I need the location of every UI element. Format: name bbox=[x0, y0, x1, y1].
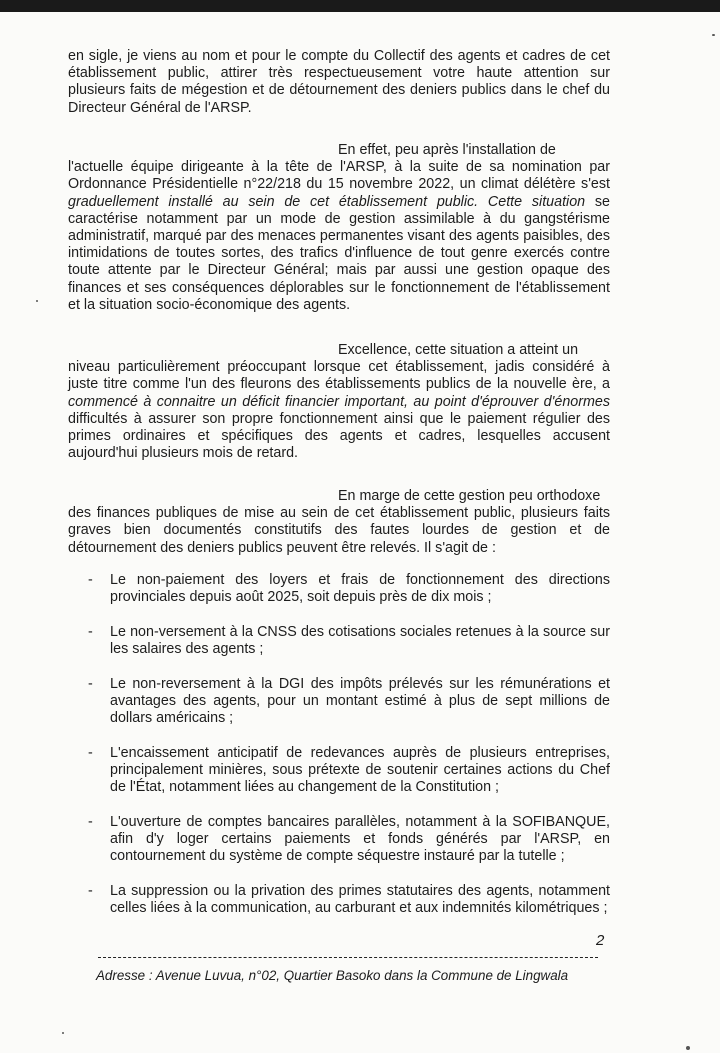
paragraph-en-marge-opening: En marge de cette gestion peu orthodoxe bbox=[338, 488, 601, 504]
paragraph-en-effet-body: l'actuelle équipe dirigeante à la tête de l'ARSP, à la suite de sa nomination par Ordonnance Présidentielle n°22/218 du 15 novembre 2022, un climat délétère s'est bbox=[68, 159, 610, 193]
list-item-text: La suppression ou la privation des primes statutaires des agents, notamment celles liées à la communication, au carburant et aux indemnités kilométriques ; bbox=[110, 883, 610, 917]
bullet-dash: - bbox=[88, 883, 93, 900]
paragraph-en-effet-italic: graduellement installé au sein de cet établissement public. Cette situation bbox=[68, 193, 586, 210]
page-number: 2 bbox=[596, 932, 605, 949]
bullet-dash: - bbox=[88, 814, 93, 831]
list-item bbox=[68, 883, 610, 917]
paragraph-en-effet-opening: En effet, peu après l'installation de bbox=[338, 142, 556, 158]
bullet-dash: - bbox=[88, 744, 93, 761]
paragraph-excellence-italic: commencé à connaitre un déficit financier important, au point d'éprouver d'énormes bbox=[68, 393, 610, 410]
list-item-text: L'encaissement anticipatif de redevances auprès de plusieurs entreprises, principalement minières, sous prétexte de soutenir certaines actions du Chef de l'État, notamment liées au changement de la Constitution ; bbox=[110, 744, 610, 796]
paragraph-intro-text: en sigle, je viens au nom et pour le compte du Collectif des agents et cadres de cet établissement public, attirer très respectueusement votre haute attention sur plusieurs faits de mégestion et de détournement des deniers publics dans le chef du Directeur Général de l'ARSP. bbox=[68, 48, 610, 116]
paragraph-en-marge-body: des finances publiques de mise au sein de cet établissement public, plusieurs faits graves bien documentés constitutifs des fautes lourdes de gestion et de détournement des deniers publics peuvent être relevés. Il s'agit de : bbox=[68, 505, 610, 556]
bullet-dash: - bbox=[88, 675, 93, 692]
paragraph-excellence-opening: Excellence, cette situation a atteint un bbox=[338, 342, 579, 358]
paragraph-intro bbox=[68, 48, 610, 117]
paragraph-excellence-body: niveau particulièrement préoccupant lorsque cet établissement, jadis considéré à juste titre comme l'un des fleurons des établissements publics de la nouvelle ère, a bbox=[68, 359, 610, 393]
bullet-dash: - bbox=[88, 623, 93, 640]
grievance-list bbox=[68, 572, 610, 935]
list-item-text: Le non-reversement à la DGI des impôts prélevés sur les rémunérations et avantages des agents, pour un montant estimé à plus de sept millions de dollars américains ; bbox=[110, 675, 610, 727]
paragraph-en-effet bbox=[68, 142, 610, 314]
list-item bbox=[68, 814, 610, 866]
list-item bbox=[68, 745, 610, 797]
paragraph-en-marge bbox=[68, 488, 610, 557]
scan-speck bbox=[62, 1032, 64, 1034]
list-item bbox=[68, 676, 610, 728]
footer-divider bbox=[98, 957, 598, 958]
scan-speck bbox=[686, 1046, 690, 1050]
scan-speck bbox=[712, 34, 715, 36]
footer-address: Adresse : Avenue Luvua, n°02, Quartier Basoko dans la Commune de Lingwala bbox=[96, 968, 569, 983]
list-item-text: Le non-paiement des loyers et frais de fonctionnement des directions provinciales depuis août 2025, soit depuis près de dix mois ; bbox=[110, 572, 610, 606]
paragraph-en-effet-rest: se caractérise notamment par un mode de gestion assimilable à du gangstérisme administratif, marqué par des menaces permanentes visant des agents paisibles, des intimidations de toutes sortes, des trafics d'influence de tout genre exercés contre toute attente par le Directeur Général; mais par aussi une gestion opaque des finances et ses conséquences déplorables sur le fonctionnement de l'établissement et la situation socio-économique des agents. bbox=[68, 193, 610, 313]
scan-speck bbox=[36, 300, 38, 302]
list-item bbox=[68, 572, 610, 606]
list-item-text: L'ouverture de comptes bancaires parallèles, notamment à la SOFIBANQUE, afin d'y loger certains paiements et fonds générés par l'ARSP, en contournement du système de compte séquestre instauré par la tutelle ; bbox=[110, 814, 610, 865]
list-item-text: Le non-versement à la CNSS des cotisations sociales retenues à la source sur les salaires des agents ; bbox=[110, 623, 610, 658]
list-item bbox=[68, 624, 610, 658]
paragraph-excellence-rest: difficultés à assurer son propre fonctionnement ainsi que le paiement régulier des primes ordinaires et spécifiques des agents et cadres, lesquelles accusent aujourd'hui plusieurs mois de retard. bbox=[68, 410, 610, 462]
paragraph-excellence bbox=[68, 342, 610, 462]
bullet-dash: - bbox=[88, 572, 93, 588]
